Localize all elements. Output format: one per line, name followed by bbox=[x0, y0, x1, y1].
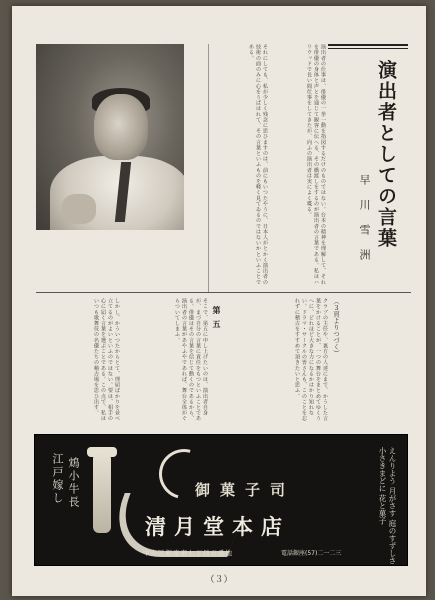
portrait-face bbox=[94, 94, 148, 160]
continued-label: （３頁よりつづく） bbox=[332, 298, 340, 357]
portrait-hand bbox=[62, 194, 96, 224]
ad-shop-name: 清月堂本店 bbox=[145, 514, 290, 539]
title-rule bbox=[328, 44, 408, 46]
article-body-column: 演出者の仕事は、俳優の一挙一動を指図するだけのものではない。台本の精神を理解して、それを俳優の身体と声とを通じて観客に伝へる、その橋渡しをするのが演出者の言葉である。私はハリウッドで長い間仕事をしてきたが、向ふの演出者は実によく喋る。 bbox=[306, 44, 326, 285]
ad-calligraphy-line: 江戸嫁し bbox=[51, 453, 64, 505]
advertisement bbox=[34, 434, 408, 566]
article-body-column: しかし、かういつたからとて、理屈ばかりを並べ立てるのがよいといふのではない。要は、相手の心に届く言葉を選ぶことである。この点で、私はいつも歌舞伎の名優たちの稽古場を思ひ出す。 bbox=[93, 298, 120, 422]
title-block bbox=[328, 44, 408, 294]
lantern-icon bbox=[93, 453, 111, 533]
section-divider bbox=[36, 292, 411, 293]
title-rule bbox=[328, 48, 408, 49]
section-heading: 第五 bbox=[212, 306, 222, 334]
magazine-page bbox=[12, 6, 426, 596]
article-body-column: そこで、第五に申し上げたいのは、演出者自身が、まづ自分の言葉に責任をもつといふことである。俳優はその言葉を信じて動くのであるから、演出者の言葉があやふやであれば、舞台全体がぐらついてしまふ。 bbox=[174, 298, 208, 422]
ad-calligraphy-line: 鴆小牛長 bbox=[67, 457, 80, 509]
page-number: （３） bbox=[205, 575, 233, 585]
ad-telephone: 電話銀座(57)二一二三 bbox=[281, 550, 342, 557]
article-body-column: それにしても、私が少しく残念に思ひますのは、前にもいつたやうに、日本人がとかく演出者の技術の面のみに心をうばはれて、その言葉といふものを軽く見てゐるのではないかといふことである。 bbox=[248, 44, 268, 285]
article-title: 演出者としての言葉 bbox=[375, 60, 397, 249]
article-body-column: クラブの主任や、裏方の人達にまで、かうした言葉をかけることが、一つの舞台をまとめてゆくうへに、どれほど大きな力になるかはかり知れない。ドラマ・サークルの皆さんも、このことを忘れずに稽古をすすめて頂きたいと思ふ。 bbox=[294, 298, 328, 422]
column-divider bbox=[208, 44, 209, 292]
ad-subtitle: 御菓子司 bbox=[195, 481, 296, 499]
author-portrait-photo bbox=[36, 44, 184, 230]
ad-poem: えんりよう 月がさす 庭のすずしさ 小さきまどに 花と菓子 bbox=[378, 447, 397, 565]
ad-address: 中央区銀座東七丁目五番地 bbox=[143, 549, 233, 557]
article-author: 早川雪洲 bbox=[358, 174, 371, 274]
